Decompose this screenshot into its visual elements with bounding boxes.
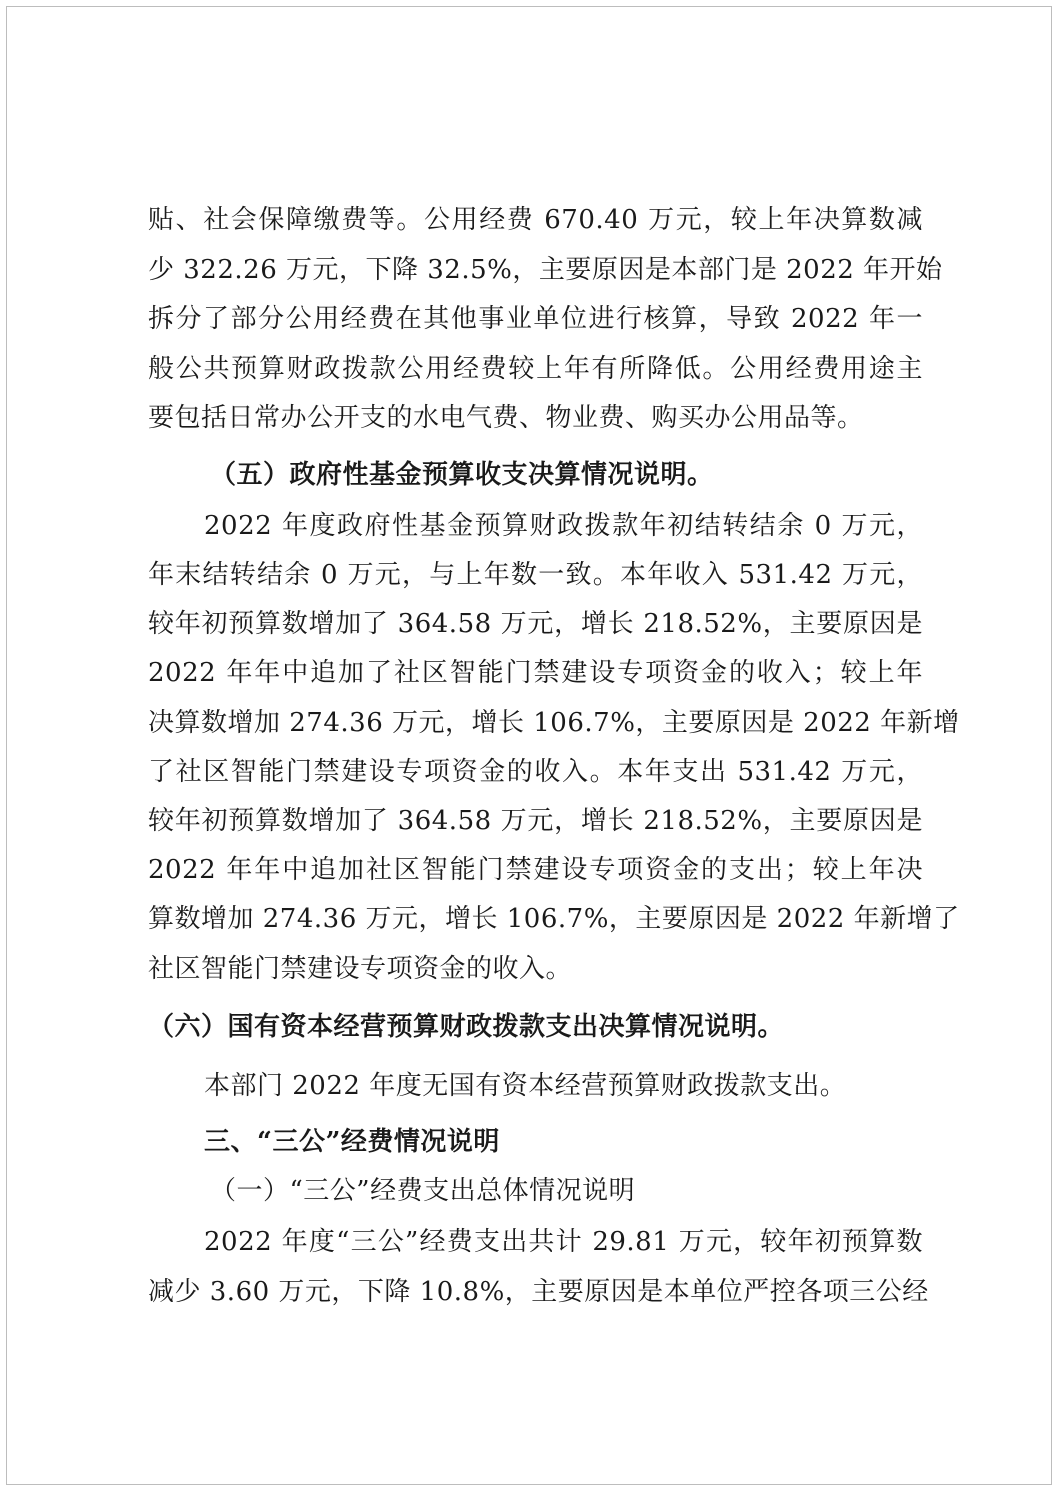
paragraph-line: 2022 年年中追加了社区智能门禁建设专项资金的收入；较上年 xyxy=(148,658,923,688)
paragraph-line: 较年初预算数增加了 364.58 万元，增长 218.52%，主要原因是 xyxy=(148,609,923,639)
paragraph-line: 拆分了部分公用经费在其他事业单位进行核算，导致 2022 年一 xyxy=(148,304,923,334)
paragraph-line: 少 322.26 万元，下降 32.5%，主要原因是本部门是 2022 年开始 xyxy=(148,255,943,285)
paragraph-line: 2022 年度政府性基金预算财政拨款年初结转结余 0 万元， xyxy=(204,511,923,541)
section-heading-one: （一）“三公”经费支出总体情况说明 xyxy=(210,1176,636,1206)
paragraph-line: 贴、社会保障缴费等。公用经费 670.40 万元，较上年决算数减 xyxy=(148,205,923,235)
paragraph-line: 减少 3.60 万元，下降 10.8%，主要原因是本单位严控各项三公经 xyxy=(148,1277,929,1307)
paragraph-line: 决算数增加 274.36 万元，增长 106.7%，主要原因是 2022 年新增 xyxy=(148,708,960,738)
paragraph-line: 2022 年年中追加社区智能门禁建设专项资金的支出；较上年决 xyxy=(148,855,923,885)
paragraph-line: 年末结转结余 0 万元，与上年数一致。本年收入 531.42 万元， xyxy=(148,560,923,590)
paragraph-line: 2022 年度“三公”经费支出共计 29.81 万元，较年初预算数 xyxy=(204,1227,923,1257)
paragraph-line: 算数增加 274.36 万元，增长 106.7%，主要原因是 2022 年新增了 xyxy=(148,904,960,934)
paragraph-line: 社区智能门禁建设专项资金的收入。 xyxy=(148,954,573,984)
paragraph-line: 要包括日常办公开支的水电气费、物业费、购买办公用品等。 xyxy=(148,403,864,433)
chapter-heading-three: 三、“三公”经费情况说明 xyxy=(204,1127,500,1157)
paragraph-line: 了社区智能门禁建设专项资金的收入。本年支出 531.42 万元， xyxy=(148,757,923,787)
paragraph-line: 般公共预算财政拨款公用经费较上年有所降低。公用经费用途主 xyxy=(148,354,923,384)
paragraph-line: 较年初预算数增加了 364.58 万元，增长 218.52%，主要原因是 xyxy=(148,806,923,836)
section-heading-six: （六）国有资本经营预算财政拨款支出决算情况说明。 xyxy=(148,1012,785,1042)
section-heading-five: （五）政府性基金预算收支决算情况说明。 xyxy=(210,460,714,490)
paragraph-line: 本部门 2022 年度无国有资本经营预算财政拨款支出。 xyxy=(204,1071,847,1101)
